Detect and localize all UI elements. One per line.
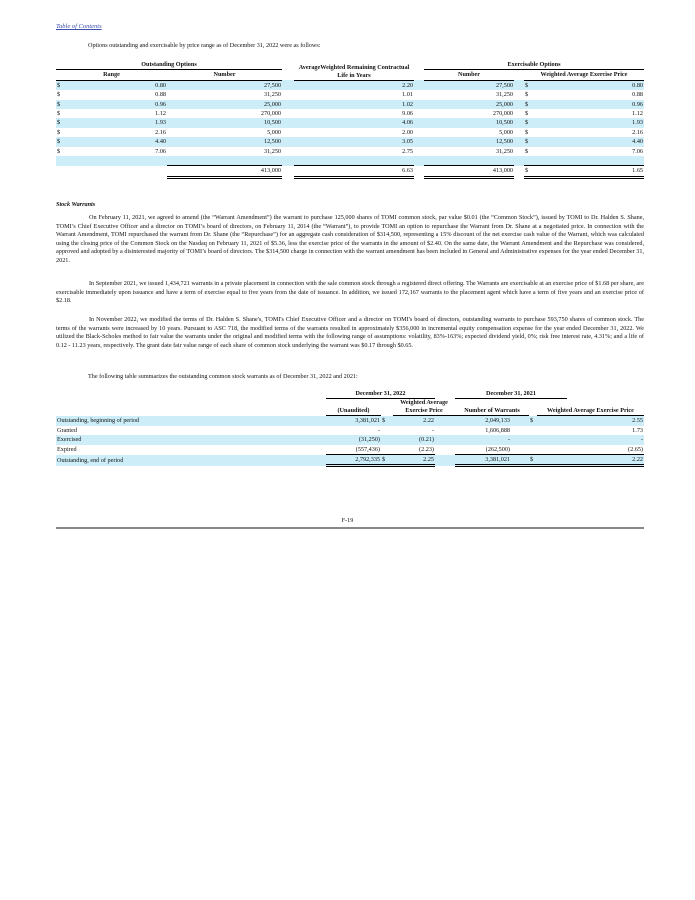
table-row (56, 416, 644, 426)
spacer (414, 100, 424, 109)
total-number: 413,000 (167, 166, 282, 177)
spacer (414, 137, 424, 146)
spacer (282, 137, 294, 146)
paragraph: In November 2022, we modified the terms of Dr. Halden S. Shane's, TOMI's Chief Executive Officer and a director on TOMI's board of directors, outstanding warrants to purchase 593,750 shares of common stock. The terms of the warrants were increased by 10 years. Pursuant to ASC 718, the modified terms of the warrants resulted in approximately $356,000 in incremental equity compensation expense for the year ended December 31, 2022. We utilized the Black-Scholes method to fair value the warrants under the original and modified terms with the following range of assumptions: volatility, 83%-163%; expected dividend yield, 0%; risk free interest rate, 4.31%; and a life of 0.12 - 11.23 years, respectively. The grant date fair value range of each share of common stock underlying the warrant was $0.17 through $0.65. (56, 316, 644, 349)
spacer (511, 455, 529, 466)
spacer (282, 90, 294, 99)
currency (529, 426, 537, 435)
total-row (56, 166, 644, 177)
spacer (514, 80, 524, 90)
price-2022: 2.25 (393, 455, 435, 466)
currency: $ (529, 416, 537, 426)
spacer (537, 426, 567, 435)
warrants-2021: - (455, 435, 511, 444)
header-wavg-2022: Weighted Average Exercise Price (393, 399, 455, 416)
number: 270,000 (260, 110, 281, 118)
warrants-2022: 2,792,335 (326, 455, 381, 466)
table-row (56, 426, 644, 435)
spacer (532, 156, 644, 166)
range-value: 2.16 (155, 128, 166, 136)
table-row (56, 128, 644, 137)
row-label: Granted (57, 426, 77, 434)
number: 31,250 (263, 147, 281, 155)
ex-number: 31,250 (495, 91, 513, 99)
spacer (524, 156, 532, 166)
warrants-2021: 2,049,133 (455, 416, 511, 426)
table-of-contents-link[interactable]: Table of Contents (56, 23, 102, 30)
header-2022: December 31, 2022 (326, 389, 435, 399)
range-value: 7.06 (155, 147, 166, 155)
ex-price: 2.16 (632, 128, 643, 136)
range-value: 0.80 (64, 80, 167, 90)
page-divider (56, 527, 644, 529)
ex-number: 25,000 (424, 100, 514, 109)
warrants-table (56, 389, 644, 467)
spacer (167, 156, 282, 166)
warrants-2022: 3,381,021 (326, 416, 381, 426)
spacer (282, 156, 294, 166)
currency: $ (56, 80, 64, 90)
spacer (56, 166, 64, 177)
header-unaudited: (Unaudited) (326, 399, 381, 416)
remaining-life: 2.20 (294, 80, 414, 90)
number: 31,250 (263, 91, 281, 99)
table-row (56, 118, 644, 127)
spacer (414, 166, 424, 177)
spacer (64, 166, 167, 177)
currency: $ (524, 100, 532, 109)
remaining-life: 4.06 (294, 118, 414, 127)
ex-price: 0.88 (632, 91, 643, 99)
price-2021: 2.55 (567, 416, 644, 426)
section-title: Stock Warrants (56, 201, 96, 208)
spacer (514, 100, 524, 109)
ex-number: 5,000 (499, 128, 513, 136)
spacer (64, 156, 167, 166)
currency (381, 435, 393, 444)
remaining-life: 3.05 (294, 137, 414, 146)
range-value: 1.93 (64, 118, 167, 127)
spacer (414, 147, 424, 156)
spacer (511, 445, 529, 455)
ex-price: 1.93 (532, 118, 644, 127)
ex-number: 27,500 (424, 80, 514, 90)
header-outstanding-options: Outstanding Options (56, 60, 282, 70)
ex-price: 7.06 (632, 147, 643, 155)
ex-price: 0.80 (532, 80, 644, 90)
price-2021: (2.65) (628, 445, 643, 453)
spacer (435, 445, 455, 455)
spacer (282, 166, 294, 177)
header-number-warrants: Number of Warrants (455, 399, 529, 416)
header-ex-price: Weighted Average Exercise Price (524, 70, 644, 80)
warrants-2021: 3,381,021 (455, 455, 511, 466)
spacer (282, 128, 294, 137)
currency: $ (524, 137, 532, 146)
spacer (537, 435, 567, 444)
price-2022: (2.23) (419, 445, 434, 453)
number: 5,000 (267, 128, 281, 136)
currency: $ (525, 110, 529, 118)
total-ex-price: 1.65 (532, 166, 644, 177)
spacer (294, 156, 414, 166)
spacer (511, 426, 529, 435)
number: 27,500 (167, 80, 282, 90)
number: 25,000 (167, 100, 282, 109)
spacer (414, 80, 424, 90)
currency (529, 445, 537, 455)
table-row (56, 109, 644, 118)
currency: $ (381, 416, 393, 426)
spacer (435, 455, 455, 466)
table-row (56, 147, 644, 156)
currency: $ (525, 147, 529, 155)
currency (381, 445, 393, 455)
spacer (282, 109, 294, 118)
price-2022: - (431, 426, 434, 434)
currency (381, 426, 393, 435)
spacer (514, 137, 524, 146)
options-intro: Options outstanding and exercisable by price range as of December 31, 2022 were as follows: (88, 42, 321, 49)
spacer (514, 109, 524, 118)
spacer (537, 416, 567, 426)
spacer (56, 156, 64, 166)
table-row (56, 137, 644, 146)
spacer (414, 156, 424, 166)
remaining-life: 2.00 (402, 128, 413, 136)
spacer (435, 416, 455, 426)
header-ex-number: Number (424, 70, 514, 80)
price-2021: 2.22 (567, 455, 644, 466)
warrants-2022: (557,436) (355, 445, 380, 453)
range-value: 0.88 (155, 91, 166, 99)
number: 12,500 (167, 137, 282, 146)
currency: $ (56, 100, 64, 109)
spacer (435, 426, 455, 435)
spacer (514, 118, 524, 127)
blank-row (56, 156, 644, 166)
warrants-intro: The following table summarizes the outstanding common stock warrants as of December 31, 2022 and 2021: (88, 373, 358, 380)
price-2021: - (567, 435, 644, 444)
row-label: Exercised (56, 435, 326, 444)
total-life: 6.63 (294, 166, 414, 177)
total-ex-number: 413,000 (424, 166, 514, 177)
currency: $ (524, 80, 532, 90)
row-label: Outstanding, beginning of period (56, 416, 326, 426)
currency (529, 435, 537, 444)
range-value: 1.12 (155, 110, 166, 118)
header-remaining-life: AverageWeighted Remaining Contractual Life in Years (294, 60, 414, 80)
ex-price: 1.12 (632, 110, 643, 118)
spacer (537, 445, 567, 455)
spacer (514, 128, 524, 137)
currency: $ (56, 118, 64, 127)
spacer (282, 80, 294, 90)
spacer (514, 156, 524, 166)
currency: $ (57, 91, 61, 99)
paragraph: In September 2021, we issued 1,434,721 warrants in a private placement in connection with the sale common stock through a registered direct offering. The Warrants are exercisable at an exercise price of $1.68 per share, are exercisable immediately upon issuance and have a term of exercise equal to five years from the date of issuance. In addition, we issued 172,167 warrants to the placement agent which have a term of five years and an exercise price of $2.18. (56, 280, 644, 305)
currency: $ (56, 137, 64, 146)
options-table (56, 60, 644, 179)
number: 10,500 (167, 118, 282, 127)
spacer (414, 90, 424, 99)
currency: $ (381, 455, 393, 466)
ex-number: 270,000 (492, 110, 513, 118)
warrants-2021: 1,606,888 (485, 426, 510, 434)
table-row (56, 455, 644, 466)
row-label: Outstanding, end of period (56, 455, 326, 466)
remaining-life: 1.01 (402, 91, 413, 99)
spacer (514, 166, 524, 177)
header-number: Number (167, 70, 282, 80)
warrants-2021: (262,500) (485, 445, 510, 453)
spacer (511, 416, 529, 426)
page-number: F-19 (341, 517, 354, 524)
currency: $ (529, 455, 537, 466)
spacer (282, 100, 294, 109)
table-row (56, 100, 644, 109)
ex-number: 12,500 (424, 137, 514, 146)
remaining-life: 9.06 (402, 110, 413, 118)
currency: $ (525, 91, 529, 99)
table-row (56, 445, 644, 455)
remaining-life: 2.75 (402, 147, 413, 155)
ex-price: 4.40 (532, 137, 644, 146)
range-value: 4.40 (64, 137, 167, 146)
currency: $ (524, 118, 532, 127)
row-label: Expired (57, 445, 77, 453)
range-value: 0.96 (64, 100, 167, 109)
remaining-life: 1.02 (294, 100, 414, 109)
spacer (514, 147, 524, 156)
currency: $ (525, 128, 529, 136)
warrants-2022: (31,250) (326, 435, 381, 444)
currency: $ (57, 110, 61, 118)
spacer (414, 118, 424, 127)
currency: $ (57, 147, 61, 155)
table-row (56, 435, 644, 444)
spacer (511, 435, 529, 444)
paragraph: On February 11, 2021, we agreed to amend (the “Warrant Amendment”) the warrant to purchase 125,000 shares of TOMI common stock, par value $0.01 (the “Common Stock”), issued by TOMI to Dr. Halden S. Shane, TOMI’s Chief Executive Officer and a director on TOMI’s board of directors, on February 11, 2014 (the “Warrant”), to provide TOMI an option to repurchase the Warrant from Dr. Shane at a negotiated price. In connection with the Warrant Amendment, TOMI repurchased the warrant from Dr. Shane (the “Repurchase”) for an aggregate cash consideration of $314,500, representing a 15% discount of the net exercise cash value of the Warrant, which was calculated using the closing price of the Common Stock on the Nasdaq on February 11, 2021 of $5.36, less the exercise price of the warrants in the amount of $2.40. On the same date, the Warrant Amendment and the Repurchase was considered, approved and adopted by a disinterested majority of TOMI’s board of directors. The $314,500 charge in connection with the warrant amendment has been included in General and Administrative expenses for the year ended December 31, 2021. (56, 214, 644, 264)
spacer (282, 118, 294, 127)
spacer (514, 90, 524, 99)
spacer (537, 455, 567, 466)
ex-price: 0.96 (532, 100, 644, 109)
header-wavg-2021: Weighted Average Exercise Price (537, 399, 644, 416)
header-range: Range (56, 70, 167, 80)
spacer (414, 109, 424, 118)
spacer (414, 128, 424, 137)
price-2022: 2.22 (393, 416, 435, 426)
spacer (282, 147, 294, 156)
ex-number: 10,500 (424, 118, 514, 127)
ex-number: 31,250 (495, 147, 513, 155)
currency: $ (524, 166, 532, 177)
warrants-2022: - (377, 426, 380, 434)
table-row (56, 90, 644, 99)
price-2021: 1.73 (632, 426, 643, 434)
spacer (424, 156, 514, 166)
header-2021: December 31, 2021 (455, 389, 567, 399)
header-exercisable-options: Exercisable Options (424, 60, 644, 70)
currency: $ (57, 128, 61, 136)
price-2022: (0.21) (393, 435, 435, 444)
spacer (435, 435, 455, 444)
table-row (56, 80, 644, 90)
